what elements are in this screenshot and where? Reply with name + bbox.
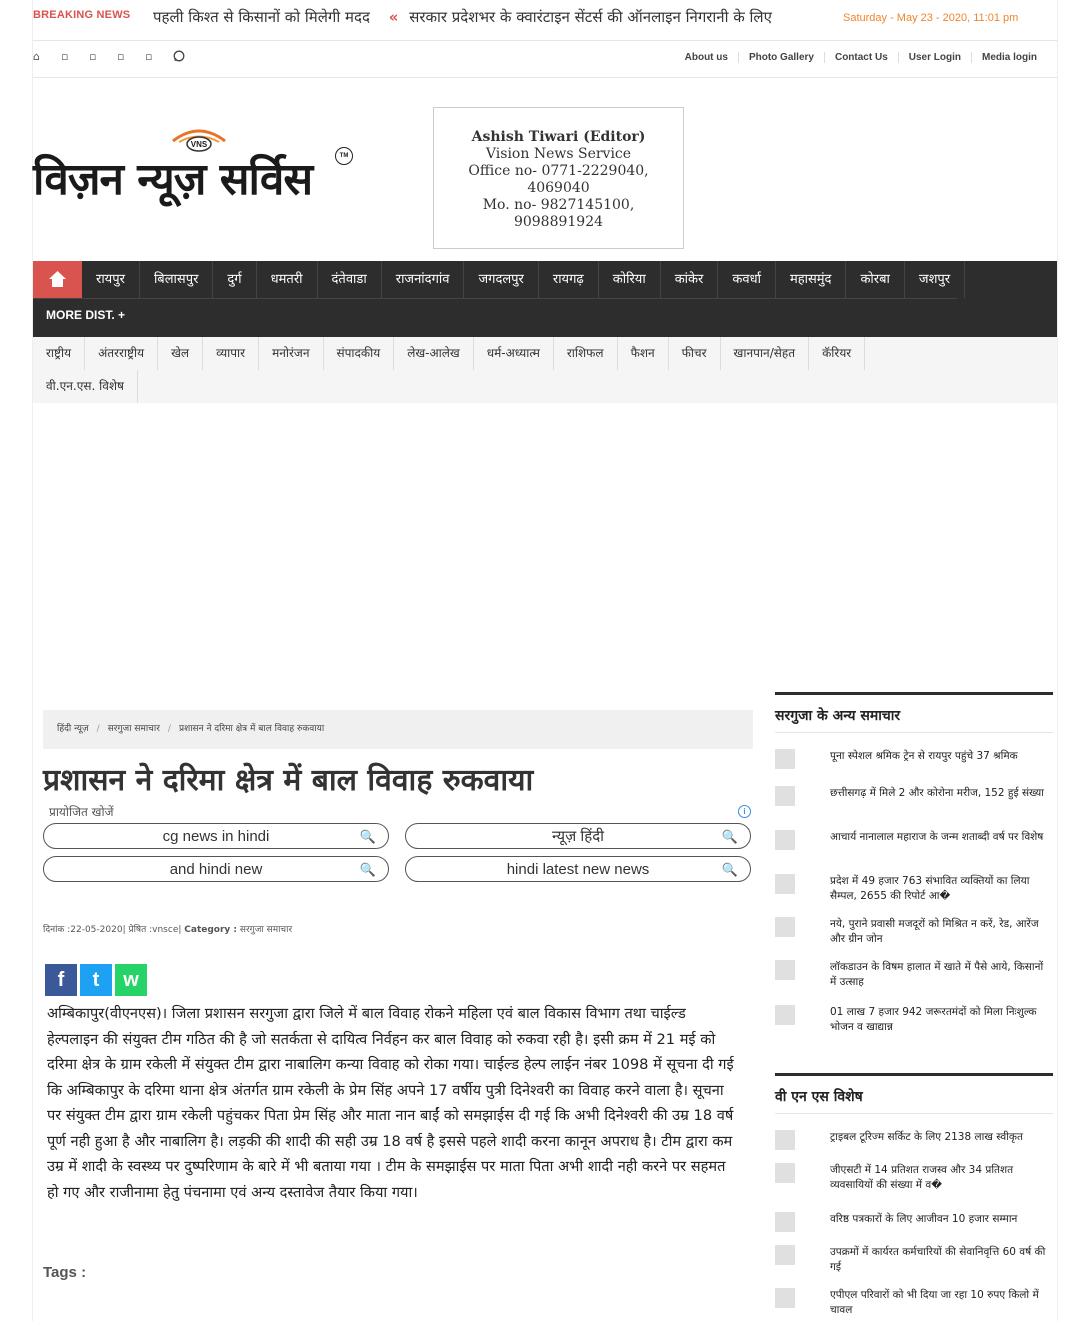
contact-us-link[interactable]: Contact Us: [824, 52, 898, 63]
breadcrumb-category[interactable]: सरगुजा समाचार: [107, 724, 160, 734]
category-item[interactable]: फीचर: [669, 337, 721, 370]
mobile-phone-2: 9098891924: [513, 214, 604, 230]
category-nav: [33, 337, 1057, 403]
twitter-icon[interactable]: ▫: [89, 50, 97, 63]
search-icon: 🔍: [721, 829, 738, 844]
article-date: 22-05-2020: [70, 925, 123, 935]
divider: [33, 298, 957, 299]
top-bar: [33, 44, 1057, 74]
editor-name: Ashish Tiwari (Editor): [471, 129, 646, 145]
sidebar-news-title[interactable]: प्रदेश में 49 हजार 763 संभावित व्यक्तियों का लिया सैम्पल, 2655 की रिपोर्ट आ�: [830, 875, 1030, 902]
category-item[interactable]: व्यापार: [203, 337, 259, 370]
sidebar-news-title[interactable]: वरिष्ठ पत्रकारों के लिए आजीवन 10 हजार सम्मान: [830, 1213, 1018, 1225]
site-logo[interactable]: [33, 125, 363, 205]
sidebar-news-title[interactable]: ट्राइबल टूरिज्म सर्किट के लिए 2138 लाख स्वीकृत: [830, 1131, 1023, 1143]
ad-info-icon[interactable]: i: [738, 805, 751, 818]
nav-item[interactable]: रायगढ़: [539, 261, 599, 298]
nav-item[interactable]: जशपुर: [905, 261, 965, 298]
search-icon: 🔍: [721, 862, 738, 877]
thumbnail-placeholder-icon: [775, 1005, 795, 1025]
whatsapp-icon[interactable]: [173, 50, 201, 65]
nav-item[interactable]: कोरबा: [846, 261, 904, 298]
facebook-share-button[interactable]: f: [45, 964, 77, 996]
category-item[interactable]: राशिफल: [554, 337, 618, 370]
thumbnail-placeholder-icon: [775, 960, 795, 980]
category-item[interactable]: संपादकीय: [324, 337, 395, 370]
media-login-link[interactable]: Media login: [971, 52, 1047, 63]
thumbnail-placeholder-icon: [775, 1245, 795, 1265]
thumbnail-placeholder-icon: [775, 1212, 795, 1232]
ticker-item[interactable]: पहली किश्त से किसानों को मिलेगी मदद: [153, 8, 370, 26]
about-us-link[interactable]: About us: [684, 52, 728, 63]
sidebar-heading-vns: वी एन एस विशेष: [775, 1073, 1053, 1113]
home-icon: [33, 261, 82, 298]
nav-item[interactable]: दुर्ग: [213, 261, 256, 298]
sidebar-news-title[interactable]: जीएसटी में 14 प्रतिशत राजस्व और 34 प्रतिशत व्यवसायियों की संख्या में व�: [830, 1164, 1014, 1191]
category-row: [33, 370, 138, 403]
breadcrumb-home[interactable]: हिंदी न्यूज़: [57, 724, 89, 734]
nav-item[interactable]: दंतेवाडा: [318, 261, 382, 298]
category-item[interactable]: मनोरंजन: [259, 337, 323, 370]
nav-item[interactable]: धमतरी: [257, 261, 318, 298]
sidebar-news-title[interactable]: लॉकडाउन के विषम हालात में खाते में पैसे आये, किसानों में उत्साह: [830, 961, 1044, 988]
more-districts-button[interactable]: MORE DIST. +: [46, 308, 126, 322]
office-phone: Office no- 0771-2229040,: [468, 163, 649, 179]
sidebar-news-title[interactable]: छत्तीसगढ़ में मिले 2 और कोरोना मरीज, 152 हुई संख्या: [830, 787, 1044, 799]
article-body: अम्बिकापुर(वीएनएस)। जिला प्रशासन सरगुजा द्वारा जिले में बाल विवाह रोकने महिला एवं बाल विकास विभाग तथा चाईल्ड हेल्पलाइन की संयुक्त टीम गठित की है जो सतर्कता से दायित्व निर्वहन कर बाल विवाह को रुकवा रही है। इसी क्रम में 21 मई को दरिमा क्षेत्र के ग्राम रकेली में संयुक्त टीम द्वारा नाबालिग कन्या विवाह को रोका गया। चाईल्ड हेल्प लाईन नंबर 1098 में सूचना दी गई कि अम्बिकापुर के दरिमा थाना क्षेत्र अंतर्गत ग्राम रकेली के प्रेम सिंह अपने 17 वर्षीय पुत्री दिनेश्वरी का विवाह करने वाला है। सूचना पर संयुक्त टीम द्वारा ग्राम रकेली पहुंचकर पिता प्रेम सिंह और माता नान बाईं को समझाईस दी गई कि अभी दिनेश्वरी की उम्र 18 वर्ष पूर्ण नही हुआ है और नाबालिग है। लड़की की शादी की सही उम्र 18 वर्ष है इससे पहले शादी करना कानून अपराध है। टीम द्वारा कम उम्र में शादी के स्वस्थ्य पर दुष्परिणाम के बारे में भी बताया गया । टीम के समझाईस पर माता पिता अभी शादी नही करने पर सहमत हो गए और राजीनामा हेतु पंचनामा एवं अन्य दस्तावेज तैयार किया गया।: [47, 1005, 734, 1201]
twitter-share-button[interactable]: t: [80, 964, 112, 996]
current-date: Saturday - May 23 - 2020, 11:01 pm: [843, 12, 1019, 24]
editor-contact-box: [433, 107, 684, 249]
youtube-icon[interactable]: ▫: [145, 50, 153, 63]
breaking-news-bar: [33, 0, 1057, 38]
user-login-link[interactable]: User Login: [898, 52, 971, 63]
article-author: vnsce: [152, 925, 179, 935]
nav-item[interactable]: रायपुर: [82, 261, 140, 298]
ticker-separator: «: [388, 8, 399, 26]
article-headline: प्रशासन ने दरिमा क्षेत्र में बाल विवाह रुकवाया: [43, 763, 534, 798]
divider: [33, 40, 1057, 41]
main-nav: [33, 261, 1057, 337]
page: [32, 0, 1058, 1321]
category-item[interactable]: खेल: [158, 337, 203, 370]
search-icon: 🔍: [359, 862, 376, 877]
nav-item[interactable]: कोरिया: [599, 261, 661, 298]
tags-label: Tags :: [43, 1264, 87, 1281]
breadcrumb-current: प्रशासन ने दरिमा क्षेत्र में बाल विवाह रुकवाया: [178, 724, 325, 734]
thumbnail-placeholder-icon: [775, 786, 795, 806]
nav-item[interactable]: राजनांदगांव: [382, 261, 465, 298]
search-icon: 🔍: [359, 829, 376, 844]
divider: [33, 77, 1057, 78]
nav-item[interactable]: कांकेर: [661, 261, 719, 298]
share-buttons: [45, 964, 150, 996]
sidebar-news-title[interactable]: आचार्य नानालाल महाराज के जन्म शताब्दी वर्ष पर विशेष: [830, 831, 1044, 843]
trademark-badge: TM: [335, 147, 353, 165]
office-phone-2: 4069040: [527, 180, 590, 196]
nav-item[interactable]: महासमुंद: [776, 261, 847, 298]
sidebar-news-title[interactable]: एपीएल परिवारों को भी दिया जा रहा 10 रुपए किलो में चावल: [830, 1289, 1039, 1316]
thumbnail-placeholder-icon: [775, 749, 795, 769]
thumbnail-placeholder-icon: [775, 830, 795, 850]
nav-item[interactable]: बिलासपुर: [140, 261, 213, 298]
logo-text: विज़न न्यूज़ सर्विस: [33, 154, 313, 205]
category-item[interactable]: लेख-आलेख: [394, 337, 474, 370]
ad-search-pill[interactable]: hindi latest new news 🔍: [405, 856, 751, 882]
thumbnail-placeholder-icon: [775, 1163, 795, 1183]
category-item[interactable]: फैशन: [618, 337, 669, 370]
article-meta: दिनांक :22-05-2020| प्रेषित :vnsce| Category : सरगुजा समाचार: [43, 925, 293, 935]
whatsapp-share-button[interactable]: w: [115, 964, 147, 996]
category-item[interactable]: खानपान/सेहत: [721, 337, 810, 370]
home-icon[interactable]: ⌂: [33, 50, 40, 63]
thumbnail-placeholder-icon: [775, 874, 795, 894]
thumbnail-placeholder-icon: [775, 917, 795, 937]
category-item[interactable]: कॅरियर: [809, 337, 865, 370]
nav-home-button[interactable]: [33, 261, 82, 298]
thumbnail-placeholder-icon: [775, 1130, 795, 1150]
logo-mark-text: VNS: [190, 140, 208, 149]
sidebar-news-title[interactable]: नये, पुराने प्रवासी मजदूरों को मिश्रित न करें, रेड, आरेंज और ग्रीन जोन: [830, 918, 1039, 945]
sponsored-label: प्रायोजित खोजें: [49, 805, 114, 819]
category-item[interactable]: राष्ट्रीय: [33, 337, 85, 370]
sidebar-news-title[interactable]: 01 लाख 7 हजार 942 जरूरतमंदों को मिला निःशुल्क भोजन व खाद्यान्न: [830, 1006, 1037, 1033]
nav-items: [82, 261, 965, 298]
category-item[interactable]: अंतरराष्ट्रीय: [85, 337, 158, 370]
category-item[interactable]: धर्म-अध्यात्म: [474, 337, 554, 370]
social-icons: [33, 50, 201, 65]
nav-item[interactable]: जगदलपुर: [464, 261, 538, 298]
article-category[interactable]: सरगुजा समाचार: [239, 925, 293, 935]
facebook-icon[interactable]: ▫: [61, 50, 69, 63]
ticker-item[interactable]: सरकार प्रदेशभर के क्वारंटाइन सेंटर्स की ऑनलाइन निगरानी के लिए: [409, 8, 772, 26]
editor-org: Vision News Service: [485, 146, 632, 162]
ad-search-pill[interactable]: cg news in hindi 🔍: [43, 823, 389, 849]
category-item[interactable]: वी.एन.एस. विशेष: [33, 370, 138, 403]
nav-item[interactable]: कवर्धा: [718, 261, 776, 298]
breaking-label: BREAKING NEWS: [33, 9, 131, 21]
thumbnail-placeholder-icon: [775, 1288, 795, 1308]
breaking-ticker: [153, 7, 833, 31]
top-links: [675, 52, 1047, 63]
photo-gallery-link[interactable]: Photo Gallery: [738, 52, 824, 63]
sidebar-news-title[interactable]: पूना स्पेशल श्रमिक ट्रेन से रायपुर पहुंचे 37 श्रमिक: [830, 750, 1018, 762]
breadcrumb: हिंदी न्यूज़ / सरगुजा समाचार / प्रशासन ने दरिमा क्षेत्र में बाल विवाह रुकवाया: [43, 710, 753, 749]
category-row: [33, 337, 865, 370]
ad-search-pill[interactable]: न्यूज़ हिंदी 🔍: [405, 823, 751, 849]
mobile-phone: Mo. no- 9827145100,: [482, 197, 635, 213]
ad-search-pill[interactable]: and hindi new 🔍: [43, 856, 389, 882]
google-plus-icon[interactable]: ▫: [117, 50, 125, 63]
sidebar-news-title[interactable]: उपक्रमों में कार्यरत कर्मचारियों की सेवानिवृत्ति 60 वर्ष की गई: [830, 1246, 1046, 1273]
sidebar-heading-sarguja: सरगुजा के अन्य समाचार: [775, 692, 1053, 732]
